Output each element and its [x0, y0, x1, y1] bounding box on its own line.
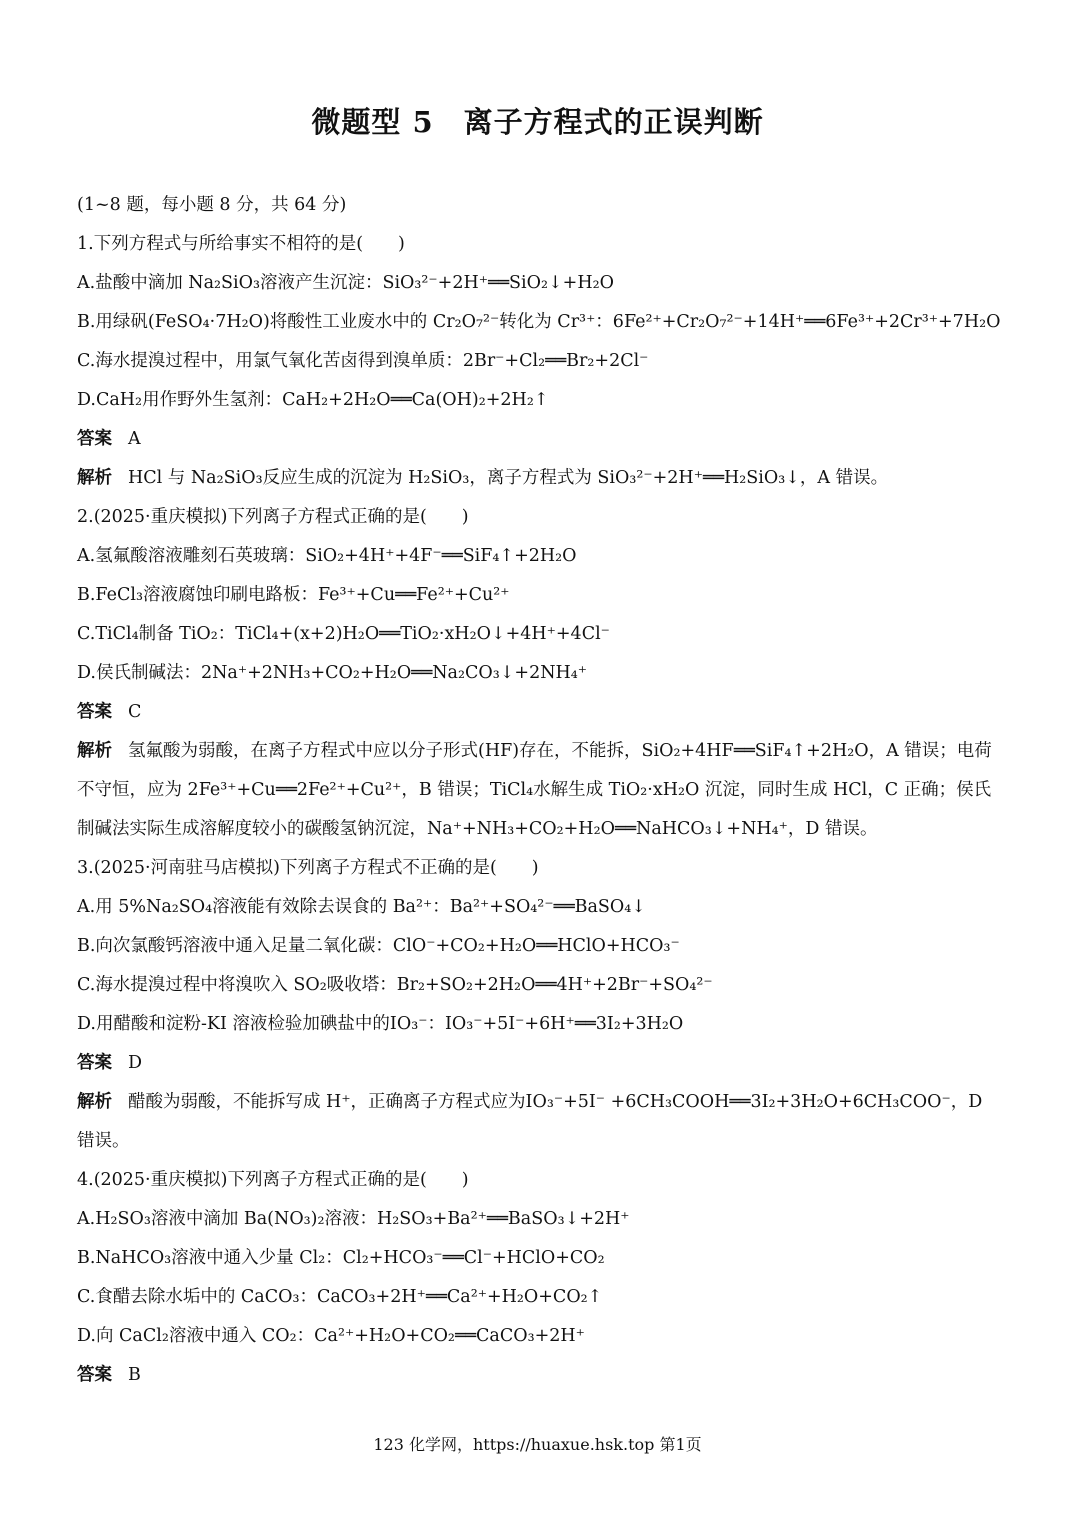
text-line [77, 1278, 997, 1317]
line-text: A.用 5%Na₂SO₄溶液能有效除去误食的 Ba²⁺：Ba²⁺+SO₄²⁻══BaSO₄↓ [77, 897, 646, 917]
line-label: 解析 [77, 468, 112, 488]
line-text: C.TiCl₄制备 TiO₂：TiCl₄+(x+2)H₂O══TiO₂·xH₂O↓+4H⁺+4Cl⁻ [77, 624, 610, 644]
line-label: 解析 [77, 1092, 112, 1112]
document-body [77, 186, 1001, 1395]
line-text: B.向次氯酸钙溶液中通入足量二氧化碳：ClO⁻+CO₂+H₂O══HClO+HCO₃⁻ [77, 936, 680, 956]
line-label: 答案 [77, 702, 112, 722]
line-text: B.FeCl₃溶液腐蚀印刷电路板：Fe³⁺+Cu══Fe²⁺+Cu²⁺ [77, 585, 510, 605]
text-line [77, 1161, 997, 1200]
line-text: 醋酸为弱酸，不能拆写成 H⁺，正确离子方程式应为IO₃⁻+5I⁻ +6CH₃COOH══3I₂+3H₂O+6CH₃COO⁻，D 错误。 [77, 1092, 983, 1151]
text-line [77, 1317, 997, 1356]
text-line [77, 1200, 997, 1239]
text-line [77, 303, 1001, 342]
line-text: C.海水提溴过程中将溴吹入 SO₂吸收塔：Br₂+SO₂+2H₂O══4H⁺+2Br⁻+SO₄²⁻ [77, 975, 713, 995]
text-line [77, 927, 997, 966]
answer-line [77, 459, 997, 498]
line-text: B.NaHCO₃溶液中通入少量 Cl₂：Cl₂+HCO₃⁻══Cl⁻+HClO+CO₂ [77, 1248, 605, 1268]
line-text: D.CaH₂用作野外生氢剂：CaH₂+2H₂O══Ca(OH)₂+2H₂↑ [77, 390, 549, 410]
line-text: A.氢氟酸溶液雕刻石英玻璃：SiO₂+4H⁺+4F⁻══SiF₄↑+2H₂O [77, 546, 577, 566]
answer-line [77, 1044, 997, 1083]
line-text: C.海水提溴过程中，用氯气氧化苦卤得到溴单质：2Br⁻+Cl₂══Br₂+2Cl⁻ [77, 351, 649, 371]
line-text: 3.(2025·河南驻马店模拟)下列离子方程式不正确的是( ) [77, 858, 539, 878]
line-label: 答案 [77, 1053, 112, 1073]
line-text: 氢氟酸为弱酸，在离子方程式中应以分子形式(HF)存在，不能拆，SiO₂+4HF══SiF₄↑+2H₂O，A 错误；电荷不守恒，应为 2Fe³⁺+Cu══2Fe²⁺+Cu²⁺，B 错误；TiCl₄水解生成 TiO₂·xH₂O 沉淀，同时生成 HCl，C 正确；侯氏制碱法实际生成溶解度较小的碳酸氢钠沉淀，Na⁺+NH₃+CO₂+H₂O══NaHCO₃↓+NH₄⁺，D 错误。 [77, 741, 992, 839]
line-text: B [128, 1365, 141, 1385]
analysis-paragraph [77, 1083, 997, 1161]
line-text: C.食醋去除水垢中的 CaCO₃：CaCO₃+2H⁺══Ca²⁺+H₂O+CO₂↑ [77, 1287, 603, 1307]
answer-line [77, 420, 997, 459]
text-line [77, 1239, 997, 1278]
line-text: (1~8 题，每小题 8 分，共 64 分) [77, 195, 347, 215]
line-text: D.用醋酸和淀粉-KI 溶液检验加碘盐中的IO₃⁻：IO₃⁻+5I⁻+6H⁺══3I₂+3H₂O [77, 1014, 684, 1034]
text-line [77, 1005, 997, 1044]
text-line [77, 654, 997, 693]
answer-line [77, 693, 997, 732]
text-line [77, 381, 997, 420]
line-text: B.用绿矾(FeSO₄·7H₂O)将酸性工业废水中的 Cr₂O₇²⁻转化为 Cr³⁺：6Fe²⁺+Cr₂O₇²⁻+14H⁺══6Fe³⁺+2Cr³⁺+7H₂O [77, 312, 1001, 332]
text-line [77, 264, 997, 303]
line-text: HCl 与 Na₂SiO₃反应生成的沉淀为 H₂SiO₃，离子方程式为 SiO₃²⁻+2H⁺══H₂SiO₃↓，A 错误。 [128, 468, 889, 488]
text-line [77, 849, 997, 888]
line-text: D [128, 1053, 143, 1073]
text-line [77, 342, 997, 381]
line-text: 1.下列方程式与所给事实不相符的是( ) [77, 234, 405, 254]
page-title: 微题型 5 离子方程式的正误判断 [311, 105, 764, 139]
text-line [77, 576, 997, 615]
line-text: A [128, 429, 141, 449]
text-line [77, 615, 997, 654]
text-line [77, 888, 997, 927]
text-line [77, 966, 997, 1005]
analysis-paragraph [77, 732, 997, 849]
line-text: 4.(2025·重庆模拟)下列离子方程式正确的是( ) [77, 1170, 469, 1190]
line-text: D.侯氏制碱法：2Na⁺+2NH₃+CO₂+H₂O══Na₂CO₃↓+2NH₄⁺ [77, 663, 588, 683]
text-line [77, 537, 997, 576]
answer-line [77, 1356, 997, 1395]
line-label: 答案 [77, 429, 112, 449]
line-text: D.向 CaCl₂溶液中通入 CO₂：Ca²⁺+H₂O+CO₂══CaCO₃+2H⁺ [77, 1326, 585, 1346]
text-line [77, 186, 997, 225]
line-label: 解析 [77, 741, 112, 761]
line-text: 2.(2025·重庆模拟)下列离子方程式正确的是( ) [77, 507, 469, 527]
line-label: 答案 [77, 1365, 112, 1385]
text-line [77, 498, 997, 537]
text-line [77, 225, 997, 264]
line-text: A.H₂SO₃溶液中滴加 Ba(NO₃)₂溶液：H₂SO₃+Ba²⁺══BaSO₃↓+2H⁺ [77, 1209, 630, 1229]
line-text: C [128, 702, 142, 722]
line-text: A.盐酸中滴加 Na₂SiO₃溶液产生沉淀：SiO₃²⁻+2H⁺══SiO₂↓+H₂O [77, 273, 614, 293]
page-footer: 123 化学网，https://huaxue.hsk.top 第1页 [373, 1435, 702, 1454]
